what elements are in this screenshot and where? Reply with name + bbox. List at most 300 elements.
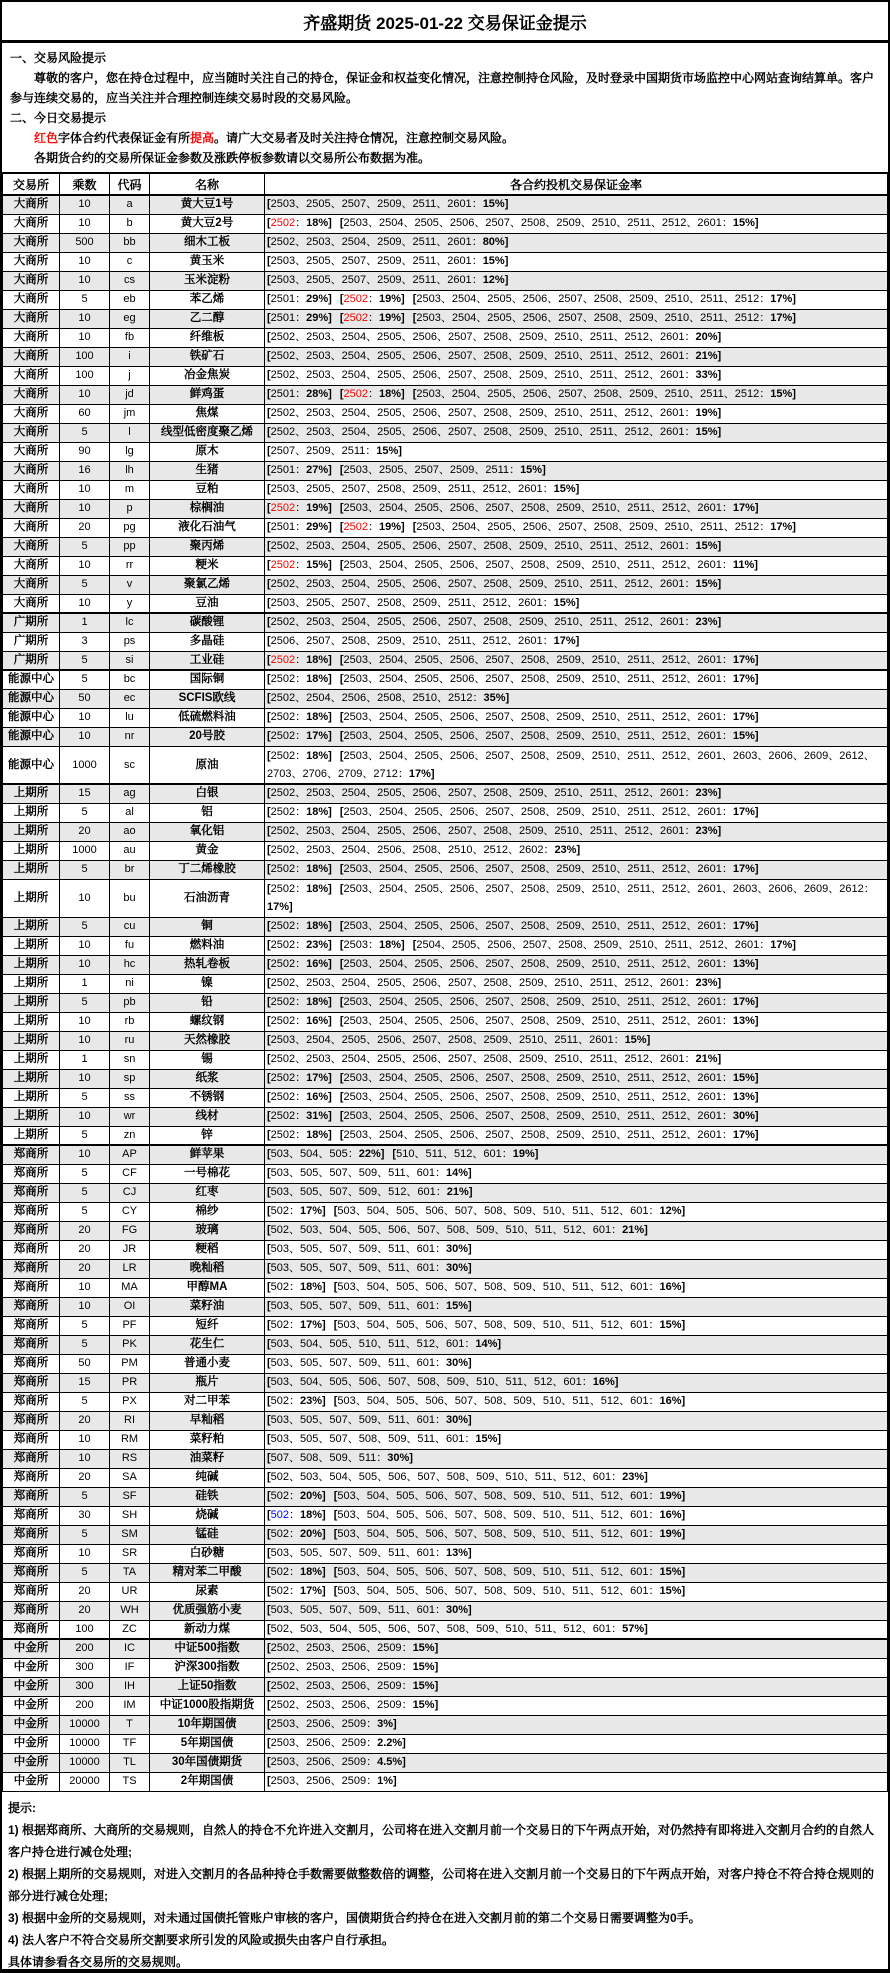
contract-list: 510、511、512、601 xyxy=(396,1148,502,1161)
margin-percent: 16%] xyxy=(659,1395,686,1407)
contract-list: 2503、2504、2505、2506、2507、2508、2509、2510、2511、2512、2601 xyxy=(343,711,722,723)
name-cell: 红枣 xyxy=(150,1183,265,1202)
code-cell: LR xyxy=(110,1259,150,1278)
code-cell: bb xyxy=(110,233,150,252)
table-row xyxy=(3,1715,888,1734)
margin-percent: 33%] xyxy=(695,369,722,381)
multiplier-cell: 1 xyxy=(60,613,110,632)
rate-group: [2503、2504、2505、2506、2507、2508、2509、2510、2511、2512、2601、2603、2606、2609、2612、2703、2706、2709、2712：17%] xyxy=(267,749,875,780)
code-cell: si xyxy=(110,651,150,670)
contract-list: 2502、2504、2506、2508、2510、2512 xyxy=(270,692,473,704)
contract-list: 2503、2504、2505、2506、2507、2508、2509、2510、2511、2512、2601 xyxy=(343,920,722,932)
code-cell: ps xyxy=(110,632,150,651)
table-row xyxy=(3,518,888,537)
name-cell: 黄大豆2号 xyxy=(150,214,265,233)
contract-list: 503、505、507、509、511、601 xyxy=(270,1547,435,1559)
rate-group: [2503、2506、2509：4.5%] xyxy=(267,1756,406,1768)
name-cell: 10年期国债 xyxy=(150,1715,265,1734)
contract-list: 502、503、504、505、506、507、508、509、510、511、512、601 xyxy=(270,1471,612,1483)
exchange-cell: 郑商所 xyxy=(3,1487,60,1506)
rate-group: [2502、2504、2506、2508、2510、2512：35%] xyxy=(267,692,510,704)
rate-group: [2501：27%] xyxy=(267,464,332,476)
contract-list: 2502 xyxy=(270,1015,296,1027)
margin-rates-cell xyxy=(265,271,888,290)
contract-list: 503、505、507、508、509、511、601 xyxy=(270,1433,465,1445)
name-cell: 纯碱 xyxy=(150,1468,265,1487)
margin-percent: 23%] xyxy=(554,844,581,856)
exchange-cell: 大商所 xyxy=(3,347,60,366)
margin-rates-cell xyxy=(265,233,888,252)
name-cell: 鲜鸡蛋 xyxy=(150,385,265,404)
exchange-cell: 上期所 xyxy=(3,1126,60,1145)
margin-percent: 15%] xyxy=(412,1642,439,1655)
margin-rates-cell xyxy=(265,708,888,727)
rate-group: [2502：19%] xyxy=(267,502,332,514)
rate-group: [2503、2504、2505、2506、2507、2508、2509、2510、2511、2601：15%] xyxy=(267,1034,651,1046)
multiplier-cell: 5 xyxy=(60,1202,110,1221)
margin-percent: 23%] xyxy=(695,787,722,800)
multiplier-cell: 10 xyxy=(60,499,110,518)
exchange-cell: 上期所 xyxy=(3,822,60,841)
margin-rates-cell xyxy=(265,670,888,689)
margin-percent: 21%] xyxy=(695,1053,722,1065)
exchange-cell: 郑商所 xyxy=(3,1221,60,1240)
name-cell: 不锈钢 xyxy=(150,1088,265,1107)
contract-list: 2503、2504、2505、2506、2507、2508、2509、2510、2511、2512 xyxy=(416,312,760,324)
code-cell: c xyxy=(110,252,150,271)
name-cell: 新动力煤 xyxy=(150,1620,265,1639)
table-row xyxy=(3,1620,888,1639)
multiplier-cell: 10000 xyxy=(60,1715,110,1734)
footer-note-line: 4) 法人客户不符合交易所交割要求所引发的风险或损失由客户自行承担。 xyxy=(8,1932,395,1947)
contract-list: 2502、2503、2506、2509 xyxy=(270,1642,402,1655)
margin-percent: 17%] xyxy=(267,901,293,913)
margin-percent: 28%] xyxy=(306,388,332,400)
margin-percent: 30%] xyxy=(445,1414,472,1426)
code-cell: ec xyxy=(110,689,150,708)
table-row xyxy=(3,1221,888,1240)
table-row xyxy=(3,1563,888,1582)
exchange-cell: 中金所 xyxy=(3,1658,60,1677)
contract-list: 2502 xyxy=(270,559,296,571)
margin-percent: 23%] xyxy=(695,616,722,629)
margin-rates-cell xyxy=(265,1468,888,1487)
margin-percent: 18%] xyxy=(306,217,332,229)
rate-group: [2502：18%] xyxy=(267,883,332,895)
margin-percent: 15%] xyxy=(659,1585,686,1597)
contract-list: 507、508、509、511 xyxy=(270,1452,377,1464)
name-cell: 硅铁 xyxy=(150,1487,265,1506)
name-cell: 热轧卷板 xyxy=(150,955,265,974)
name-cell: 苯乙烯 xyxy=(150,290,265,309)
contract-list: 2502 xyxy=(270,1110,296,1122)
margin-percent: 17%] xyxy=(306,730,332,742)
table-row xyxy=(3,1487,888,1506)
margin-percent: 19%] xyxy=(379,521,405,533)
name-cell: 早籼稻 xyxy=(150,1411,265,1430)
exchange-cell: 上期所 xyxy=(3,860,60,879)
rate-group: [2502：18%] xyxy=(267,863,332,875)
code-cell: IC xyxy=(110,1639,150,1658)
footer-note-line: 1) 根据郑商所、大商所的交易规则，自然人的持仓不允许进入交割月，公司将在进入交割月前一个交易日的下午两点开始，对仍然持有即将进入交割月合约的自然人客户持仓进行减仓处理; xyxy=(8,1822,875,1859)
code-cell: TF xyxy=(110,1734,150,1753)
rate-group: [2503、2504、2505、2506、2507、2508、2509、2510、2511、2512、2601、2603、2606、2609、2612：17%] xyxy=(267,883,875,913)
code-cell: j xyxy=(110,366,150,385)
contract-list: 2502 xyxy=(270,749,296,762)
exchange-cell: 郑商所 xyxy=(3,1392,60,1411)
margin-percent: 35%] xyxy=(483,692,510,704)
rate-group: [2503、2504、2505、2506、2507、2508、2509、2510、2511、2512、2601：17%] xyxy=(339,502,759,514)
exchange-cell: 大商所 xyxy=(3,461,60,480)
margin-percent: 18%] xyxy=(300,1281,326,1293)
exchange-cell: 郑商所 xyxy=(3,1259,60,1278)
multiplier-cell: 10 xyxy=(60,480,110,499)
exchange-cell: 郑商所 xyxy=(3,1582,60,1601)
footer-note-line: 3) 根据中金所的交易规则，对未通过国债托管账户审核的客户，国债期货合约持仓在进入交割月前的第二个交易日需要调整为0手。 xyxy=(8,1910,701,1925)
rate-group: [2503、2505、2507、2509、2511、2601：15%] xyxy=(267,198,509,211)
code-cell: ss xyxy=(110,1088,150,1107)
code-cell: IH xyxy=(110,1677,150,1696)
exchange-cell: 大商所 xyxy=(3,195,60,214)
rate-group: [2502、2503、2504、2505、2506、2507、2508、2509、2510、2511、2512、2601：23%] xyxy=(267,977,722,989)
margin-percent: 17%] xyxy=(553,635,580,647)
code-cell: IM xyxy=(110,1696,150,1715)
margin-percent: 23%] xyxy=(695,977,722,989)
contract-list: 2503、2504、2505、2506、2507、2508、2509、2510、2511、2512 xyxy=(416,388,760,400)
name-cell: 烧碱 xyxy=(150,1506,265,1525)
code-cell: SA xyxy=(110,1468,150,1487)
margin-percent: 18%] xyxy=(306,863,332,875)
rate-group: [503、505、507、509、511、601：30%] xyxy=(267,1604,472,1616)
code-cell: l xyxy=(110,423,150,442)
exchange-cell: 中金所 xyxy=(3,1734,60,1753)
margin-rates-cell xyxy=(265,423,888,442)
contract-list: 503、505、507、509、511、601 xyxy=(270,1357,435,1369)
exchange-cell: 中金所 xyxy=(3,1696,60,1715)
rate-group: [2502、2503、2506、2509：15%] xyxy=(267,1680,439,1692)
table-row xyxy=(3,1088,888,1107)
contract-list: 2503、2506、2509 xyxy=(270,1718,367,1730)
contract-list: 502、503、504、505、506、507、508、509、510、511、512、601 xyxy=(270,1224,612,1236)
margin-rates-cell xyxy=(265,347,888,366)
rate-group: [2502：18%] xyxy=(267,749,332,762)
name-cell: 铝 xyxy=(150,803,265,822)
multiplier-cell: 20 xyxy=(60,822,110,841)
name-cell: 上证50指数 xyxy=(150,1677,265,1696)
margin-percent: 57%] xyxy=(622,1622,648,1635)
rate-group: [2502：18%] xyxy=(267,711,332,723)
contract-list: 2502 xyxy=(343,312,368,324)
exchange-cell: 中金所 xyxy=(3,1715,60,1734)
name-cell: 低硫燃料油 xyxy=(150,708,265,727)
rate-group: [2503、2504、2505、2506、2507、2508、2509、2510、2511、2512、2601：15%] xyxy=(339,217,759,229)
name-cell: 白砂糖 xyxy=(150,1544,265,1563)
name-cell: 对二甲苯 xyxy=(150,1392,265,1411)
name-cell: 纸浆 xyxy=(150,1069,265,1088)
margin-percent: 13%] xyxy=(445,1547,472,1559)
rate-group: [2502：18%] xyxy=(267,1128,332,1141)
rate-group: [503、505、507、509、512、601：21%] xyxy=(267,1186,473,1198)
margin-percent: 19%] xyxy=(379,293,405,305)
exchange-cell: 郑商所 xyxy=(3,1278,60,1297)
name-cell: 黄金 xyxy=(150,841,265,860)
multiplier-cell: 10 xyxy=(60,879,110,917)
margin-rates-cell xyxy=(265,1620,888,1639)
rate-group: [503、505、507、509、511、601：30%] xyxy=(267,1243,472,1255)
rate-group: [510、511、512、601：19%] xyxy=(392,1148,539,1161)
name-cell: 白银 xyxy=(150,784,265,803)
contract-list: 2503、2505、2507、2508、2509、2511、2512、2601 xyxy=(270,596,543,609)
table-row xyxy=(3,1544,888,1563)
margin-rates-cell xyxy=(265,214,888,233)
contract-list: 2501 xyxy=(270,293,296,305)
multiplier-cell: 10 xyxy=(60,252,110,271)
code-cell: cu xyxy=(110,917,150,936)
multiplier-cell: 20 xyxy=(60,1468,110,1487)
margin-rates-cell xyxy=(265,1069,888,1088)
margin-percent: 14%] xyxy=(475,1338,502,1350)
contract-list: 2503、2506、2509 xyxy=(270,1756,367,1768)
margin-rates-cell xyxy=(265,917,888,936)
contract-list: 2502 xyxy=(270,1128,296,1141)
code-cell: hc xyxy=(110,955,150,974)
margin-rates-cell xyxy=(265,1506,888,1525)
code-cell: y xyxy=(110,594,150,613)
margin-percent: 19%] xyxy=(695,407,722,419)
rate-group: [503、504、505、506、507、508、509、510、511、512、601：12%] xyxy=(333,1205,686,1217)
rate-group: [503、504、505、506、507、508、509、510、511、512、601：15%] xyxy=(333,1319,686,1331)
margin-rates-cell xyxy=(265,1734,888,1753)
table-row xyxy=(3,1411,888,1430)
margin-percent: 20%] xyxy=(300,1490,326,1502)
rate-group: [502：18%] xyxy=(267,1566,326,1578)
code-cell: pp xyxy=(110,537,150,556)
code-cell: bu xyxy=(110,879,150,917)
margin-percent: 18%] xyxy=(306,1128,332,1141)
rate-group: [2503、2504、2505、2506、2507、2508、2509、2510、2511、2512、2601：13%] xyxy=(339,1091,759,1103)
table-row xyxy=(3,1297,888,1316)
table-row xyxy=(3,1069,888,1088)
contract-list: 2503、2505、2507、2509、2511、2601 xyxy=(270,198,472,211)
risk-warning-paragraph: 尊敬的客户，您在持仓过程中，应当随时关注自己的持仓，保证金和权益变化情况，注意控制持仓风险，及时登录中国期货市场监控中心网站查询结算单。客户参与连续交易的，应当关注并合理控制连续交易时段的交易风险。 xyxy=(10,71,875,105)
name-cell: 铅 xyxy=(150,993,265,1012)
multiplier-cell: 5 xyxy=(60,993,110,1012)
exchange-cell: 郑商所 xyxy=(3,1335,60,1354)
contract-list: 503、505、507、509、511、601 xyxy=(270,1243,435,1255)
contract-list: 2502 xyxy=(270,730,296,742)
margin-percent: 15%] xyxy=(732,730,759,742)
margin-percent: 15%] xyxy=(306,559,332,571)
rate-group: [502、503、504、505、506、507、508、509、510、511、512、601：21%] xyxy=(267,1224,648,1236)
name-cell: 焦煤 xyxy=(150,404,265,423)
margin-rates-cell xyxy=(265,613,888,632)
table-row xyxy=(3,1506,888,1525)
margin-rates-cell xyxy=(265,1107,888,1126)
table-row xyxy=(3,252,888,271)
name-cell: 燃料油 xyxy=(150,936,265,955)
contract-list: 2502 xyxy=(270,502,296,514)
margin-percent: 15%] xyxy=(376,445,402,457)
contract-list: 2503、2504、2505、2506、2507、2508、2509、2510、2511、2512、2601 xyxy=(343,1110,722,1122)
rate-group: [502：17%] xyxy=(267,1585,326,1597)
multiplier-cell: 10000 xyxy=(60,1753,110,1772)
rate-group: [2503、2504、2505、2506、2507、2508、2509、2510、2511、2512、2601：17%] xyxy=(339,711,759,723)
rate-group: [503、504、505、506、507、508、509、510、511、512、601：19%] xyxy=(333,1490,686,1502)
table-row xyxy=(3,632,888,651)
exchange-cell: 郑商所 xyxy=(3,1601,60,1620)
margin-rates-cell xyxy=(265,366,888,385)
margin-percent: 15%] xyxy=(732,217,759,229)
contract-list: 2503、2504、2505、2506、2507、2508、2509、2510、2511、2512、2601 xyxy=(343,502,722,514)
table-row xyxy=(3,1753,888,1772)
margin-rates-cell xyxy=(265,651,888,670)
code-cell: ZC xyxy=(110,1620,150,1639)
multiplier-cell: 10 xyxy=(60,1278,110,1297)
rate-group: [2503、2505、2507、2508、2509、2511、2512、2601：15%] xyxy=(267,596,580,609)
contract-list: 502 xyxy=(270,1319,290,1331)
margin-percent: 16%] xyxy=(659,1509,686,1521)
margin-rates-cell xyxy=(265,499,888,518)
rate-group: [2502、2503、2506、2509：15%] xyxy=(267,1661,439,1673)
code-cell: jd xyxy=(110,385,150,404)
multiplier-cell: 200 xyxy=(60,1639,110,1658)
margin-rates-cell xyxy=(265,328,888,347)
rate-group: [2501：29%] xyxy=(267,521,332,533)
exchange-cell: 广期所 xyxy=(3,613,60,632)
exchange-cell: 上期所 xyxy=(3,936,60,955)
exchange-cell: 大商所 xyxy=(3,594,60,613)
multiplier-cell: 5 xyxy=(60,1487,110,1506)
margin-percent: 23%] xyxy=(622,1471,648,1483)
exchange-cell: 大商所 xyxy=(3,499,60,518)
multiplier-cell: 10000 xyxy=(60,1734,110,1753)
margin-percent: 18%] xyxy=(306,673,332,686)
contract-list: 2503、2505、2507、2508、2509、2511、2512、2601 xyxy=(270,483,543,495)
rate-group: [2502：16%] xyxy=(267,958,332,970)
rate-group: [2503、2504、2505、2506、2507、2508、2509、2510、2511、2512：15%] xyxy=(412,388,796,400)
contract-list: 2502 xyxy=(270,217,296,229)
contract-list: 2502 xyxy=(270,806,296,818)
margin-percent: 18%] xyxy=(306,653,332,666)
rate-group: [2503、2504、2505、2506、2507、2508、2509、2510、2511、2512、2601：17%] xyxy=(339,996,759,1008)
name-cell: 线材 xyxy=(150,1107,265,1126)
exchange-cell: 郑商所 xyxy=(3,1620,60,1639)
margin-percent: 15%] xyxy=(412,1680,439,1692)
rate-group: [503、504、505：22%] xyxy=(267,1148,385,1161)
multiplier-cell: 5 xyxy=(60,1563,110,1582)
exchange-cell: 大商所 xyxy=(3,328,60,347)
exchange-cell: 大商所 xyxy=(3,518,60,537)
code-cell: lg xyxy=(110,442,150,461)
contract-list: 2503、2506、2509 xyxy=(270,1775,367,1787)
name-cell: 铜 xyxy=(150,917,265,936)
margin-rate-table xyxy=(2,172,888,1792)
multiplier-cell: 5 xyxy=(60,575,110,594)
rate-group: [503、504、505、506、507、508、509、510、511、512、601：19%] xyxy=(333,1528,686,1540)
rate-group: [2503、2504、2505、2506、2507、2508、2509、2510、2511、2512、2601：17%] xyxy=(339,673,759,686)
contract-list: 2502、2503、2506、2509 xyxy=(270,1699,402,1711)
margin-percent: 17%] xyxy=(732,673,759,686)
exchange-cell: 能源中心 xyxy=(3,689,60,708)
name-cell: 鲜苹果 xyxy=(150,1145,265,1164)
rate-group: [503、504、505、506、507、508、509、510、511、512、601：16%] xyxy=(333,1395,686,1407)
margin-rates-cell xyxy=(265,537,888,556)
margin-rates-cell xyxy=(265,1487,888,1506)
rate-group: [2502、2503、2504、2505、2506、2507、2508、2509、2510、2511、2512、2601：20%] xyxy=(267,331,722,343)
margin-percent: 23%] xyxy=(695,825,722,837)
code-cell: fb xyxy=(110,328,150,347)
margin-percent: 17%] xyxy=(732,920,759,932)
exchange-cell: 郑商所 xyxy=(3,1316,60,1335)
name-cell: 中证500指数 xyxy=(150,1639,265,1658)
name-cell: 工业硅 xyxy=(150,651,265,670)
contract-list: 502 xyxy=(270,1490,290,1502)
margin-percent: 15%] xyxy=(412,1661,439,1673)
margin-percent: 30%] xyxy=(445,1262,472,1274)
header-exchange: 交易所 xyxy=(3,173,60,195)
margin-rates-cell xyxy=(265,1601,888,1620)
table-row xyxy=(3,195,888,214)
margin-rates-cell xyxy=(265,803,888,822)
exchange-cell: 大商所 xyxy=(3,233,60,252)
rate-group: [2502：18%] xyxy=(267,920,332,932)
multiplier-cell: 5 xyxy=(60,1525,110,1544)
exchange-cell: 大商所 xyxy=(3,575,60,594)
code-cell: SR xyxy=(110,1544,150,1563)
rate-group: [2502、2503、2504、2505、2506、2507、2508、2509、2510、2511、2512、2601：21%] xyxy=(267,350,722,362)
contract-list: 503、504、505、506、507、508、509、510、511、512、601 xyxy=(337,1585,649,1597)
margin-rates-cell xyxy=(265,1354,888,1373)
contract-list: 2503、2504、2505、2506、2507、2508、2509、2510、2511、2512、2601、2603、2606、2609、2612、2703、2706、2709、2712 xyxy=(267,749,875,780)
code-cell: eb xyxy=(110,290,150,309)
multiplier-cell: 10 xyxy=(60,594,110,613)
rate-group: [2503、2504、2505、2506、2507、2508、2509、2510、2511、2512、2601：13%] xyxy=(339,1015,759,1027)
exchange-cell: 上期所 xyxy=(3,993,60,1012)
table-row xyxy=(3,328,888,347)
multiplier-cell: 10 xyxy=(60,708,110,727)
rate-group: [2502：16%] xyxy=(267,1015,332,1027)
margin-percent: 23%] xyxy=(306,939,332,951)
code-cell: RM xyxy=(110,1430,150,1449)
margin-rates-cell xyxy=(265,1525,888,1544)
margin-percent: 29%] xyxy=(306,293,332,305)
rate-group: [503、505、507、508、509、511、601：15%] xyxy=(267,1433,502,1445)
rate-group: [2502、2503、2504、2505、2506、2507、2508、2509、2510、2511、2512、2601：23%] xyxy=(267,825,722,837)
rate-group: [503、504、505、506、507、508、509、510、511、512、601：15%] xyxy=(333,1585,686,1597)
table-row xyxy=(3,1373,888,1392)
contract-list: 502 xyxy=(270,1509,290,1521)
code-cell: T xyxy=(110,1715,150,1734)
margin-rates-cell xyxy=(265,1544,888,1563)
contract-list: 2502、2503、2504、2505、2506、2507、2508、2509、2510、2511、2512、2601 xyxy=(270,787,685,800)
contract-list: 2503、2504、2505、2506、2507、2508、2509、2510、2511、2512、2601 xyxy=(343,996,722,1008)
contract-list: 2503、2504、2505、2506、2507、2508、2509、2510、2511、2512、2601 xyxy=(343,806,722,818)
margin-percent: 11%] xyxy=(732,559,758,571)
exchange-cell: 中金所 xyxy=(3,1677,60,1696)
margin-rates-cell xyxy=(265,556,888,575)
margin-rates-cell xyxy=(265,1050,888,1069)
rate-group: [503、504、505、506、507、508、509、510、511、512、601：16%] xyxy=(333,1281,686,1293)
margin-rates-cell xyxy=(265,1373,888,1392)
table-row xyxy=(3,594,888,613)
margin-percent: 18%] xyxy=(306,749,332,762)
margin-rates-cell xyxy=(265,518,888,537)
footer-notes xyxy=(2,1792,888,1973)
name-cell: 玻璃 xyxy=(150,1221,265,1240)
exchange-params-note: 各期货合约的交易所保证金参数及涨跌停板参数请以交易所公布数据为准。 xyxy=(34,151,431,165)
rate-group: [2506、2507、2508、2509、2510、2511、2512、2601：17%] xyxy=(267,635,580,647)
multiplier-cell: 3 xyxy=(60,632,110,651)
